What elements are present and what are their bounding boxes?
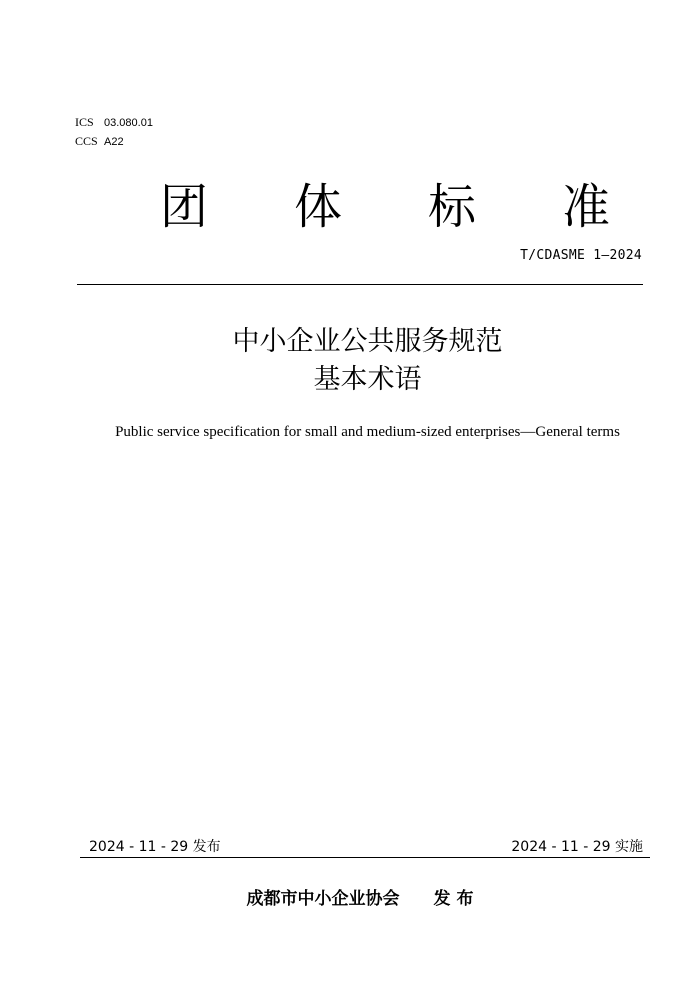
title-char-1: 团: [160, 179, 209, 235]
publisher-name: 成都市中小企业协会: [246, 889, 400, 909]
title-char-4: 准: [561, 179, 610, 235]
ics-value: 03.080.01: [104, 117, 153, 129]
publisher-action: 发 布: [433, 889, 474, 909]
ccs-value: A22: [104, 136, 124, 148]
title-line-2: 基本术语: [313, 364, 422, 395]
issue-date: 2024 - 11 - 29 发布: [89, 839, 221, 855]
document-type-title: [120, 172, 650, 242]
top-divider: [77, 284, 643, 285]
standard-code: T/CDASME 1—2024: [520, 248, 642, 263]
ics-label: ICS: [75, 115, 94, 129]
english-title: Public service specification for small and medium-sized enterprises—General terms: [115, 424, 620, 440]
publisher: [0, 884, 700, 909]
bottom-divider: [80, 857, 650, 858]
title-char-3: 标: [427, 179, 476, 235]
ccs-label: CCS: [75, 134, 98, 148]
ics-row: [75, 115, 153, 130]
ccs-row: [75, 134, 124, 149]
implement-date: 2024 - 11 - 29 实施: [511, 839, 643, 855]
title-line-1: 中小企业公共服务规范: [232, 326, 503, 357]
title-char-2: 体: [293, 179, 342, 235]
